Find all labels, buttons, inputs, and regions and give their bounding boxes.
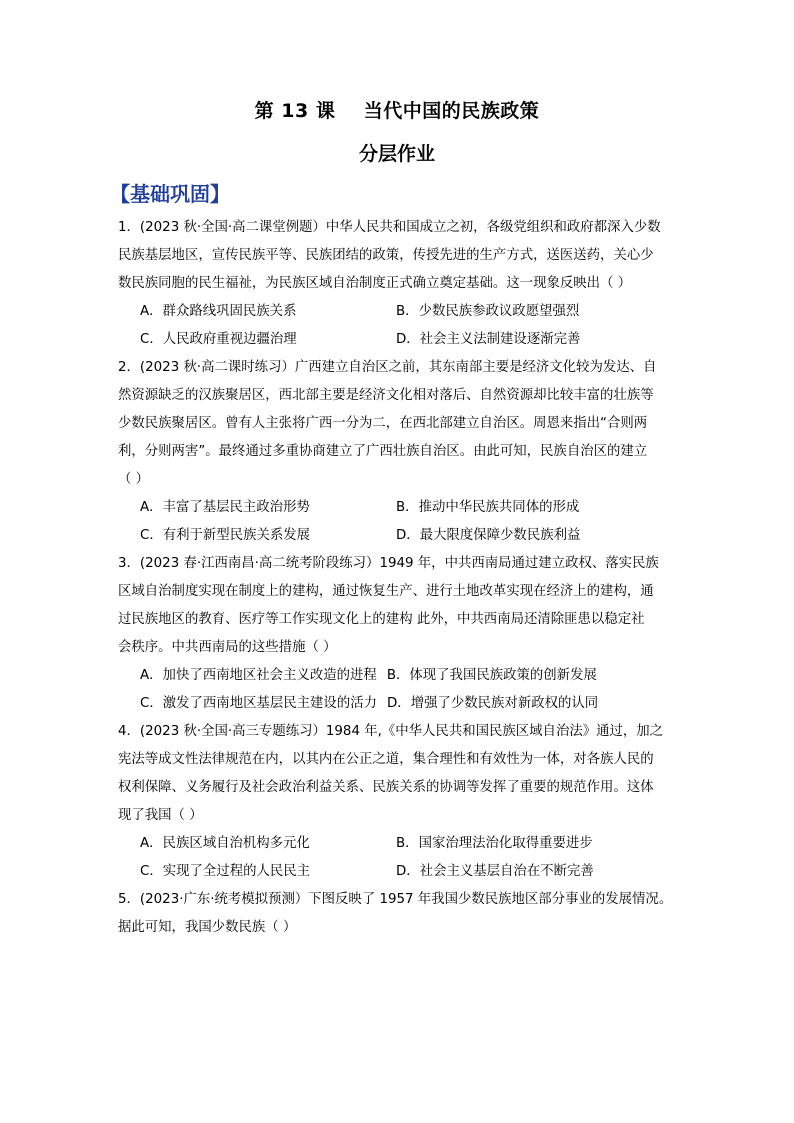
question-3-line-1: 3．(2023 春·江西南昌·高二统考阶段练习）1949 年，中共西南局通过建立政权、落实民族 [118, 556, 659, 571]
question-1-line-3: 数民族同胞的民生福祉，为民族区域自治制度正式确立奠定基础。这一现象反映出（ ） [118, 276, 632, 291]
question-3-option-d: D．增强了少数民族对新政权的认同 [387, 696, 599, 711]
question-1-option-b: B．少数民族参政议政愿望强烈 [396, 304, 580, 319]
question-2-options-row-1 [118, 494, 686, 522]
question-3-options-row-1 [118, 662, 686, 690]
question-2-option-b: B．推动中华民族共同体的形成 [396, 500, 580, 515]
question-3-option-b: B．体现了我国民族政策的创新发展 [386, 668, 597, 683]
question-4-option-d: D．社会主义基层自治在不断完善 [396, 864, 594, 879]
question-2-option-d: D．最大限度保障少数民族利益 [396, 528, 581, 543]
question-3-option-c: C．激发了西南地区基层民主建设的活力 [140, 696, 377, 711]
question-4 [118, 718, 686, 886]
question-1-options-row-1 [118, 298, 686, 326]
question-4-line-3: 权利保障、义务履行及社会政治利益关系、民族关系的协调等发挥了重要的规范作用。这体 [118, 780, 654, 795]
question-3 [118, 550, 686, 718]
question-4-line-1: 4．(2023 秋·全国·高三专题练习）1984 年,《中华人民共和国民族区域自治法》通过，加之 [118, 724, 664, 739]
question-2-line-1: 2．(2023 秋·高二课时练习）广西建立自治区之前，其东南部主要是经济文化较为发达、自 [118, 360, 657, 375]
question-5-line-1: 5．(2023·广东·统考模拟预测）下图反映了 1957 年我国少数民族地区部分事业的发展情况。 [118, 892, 673, 907]
question-1-option-a: A．群众路线巩固民族关系 [140, 304, 297, 319]
question-2 [118, 354, 686, 550]
question-3-line-3: 过民族地区的教育、医疗等工作实现文化上的建构 此外，中共西南局还清除匪患以稳定社 [118, 612, 645, 627]
question-2-line-4: 利，分则两害”。最终通过多重协商建立了广西壮族自治区。由此可知，民族自治区的建立 [118, 444, 648, 459]
question-3-option-a: A．加快了西南地区社会主义改造的进程 [140, 668, 377, 683]
question-3-line-2: 区域自治制度实现在制度上的建构，通过恢复生产、进行土地改革实现在经济上的建构，通 [118, 584, 654, 599]
question-4-line-2: 宪法等成文性法律规范在内，以其内在公正之道，集合理性和有效性为一体，对各族人民的 [118, 752, 654, 767]
question-5-line-2: 据此可知，我国少数民族（ ） [118, 920, 297, 935]
question-5 [118, 886, 686, 942]
question-4-options-row-2 [118, 858, 686, 886]
question-4-options-row-1 [118, 830, 686, 858]
question-2-option-c: C．有利于新型民族关系发展 [140, 528, 311, 543]
question-4-option-c: C．实现了全过程的人民民主 [140, 864, 311, 879]
question-1-options-row-2 [118, 326, 686, 354]
question-1-option-d: D．社会主义法制建设逐渐完善 [396, 332, 581, 347]
question-2-line-3: 少数民族聚居区。曾有人主张将广西一分为二，在西北部建立自治区。周恩来指出“合则两 [118, 416, 648, 431]
question-1-line-2: 民族基层地区，宣传民族平等、民族团结的政策，传授先进的生产方式，送医送药，关心少 [118, 248, 654, 263]
question-1 [118, 214, 686, 354]
question-3-options-row-2 [118, 690, 686, 718]
question-4-option-a: A．民族区域自治机构多元化 [140, 836, 310, 851]
question-list [118, 214, 686, 942]
page-subtitle: 分层作业 [358, 143, 435, 165]
question-2-option-a: A．丰富了基层民主政治形势 [140, 500, 310, 515]
question-4-option-b: B．国家治理法治化取得重要进步 [396, 836, 593, 851]
question-1-line-1: 1．(2023 秋·全国·高二课堂例题）中华人民共和国成立之初，各级党组织和政府都深入少数 [118, 220, 661, 235]
section-heading: 【基础巩固】 [110, 182, 230, 206]
question-3-line-4: 会秩序。中共西南局的这些措施（ ） [118, 640, 337, 655]
question-2-line-5: （ ） [118, 472, 150, 487]
question-2-line-2: 然资源缺乏的汉族聚居区，西北部主要是经济文化相对落后、自然资源却比较丰富的壮族等 [118, 388, 654, 403]
lesson-title: 第 13 课 当代中国的民族政策 [254, 100, 540, 122]
question-4-line-4: 现了我国（ ） [118, 808, 203, 823]
question-1-option-c: C．人民政府重视边疆治理 [140, 332, 297, 347]
question-2-options-row-2 [118, 522, 686, 550]
